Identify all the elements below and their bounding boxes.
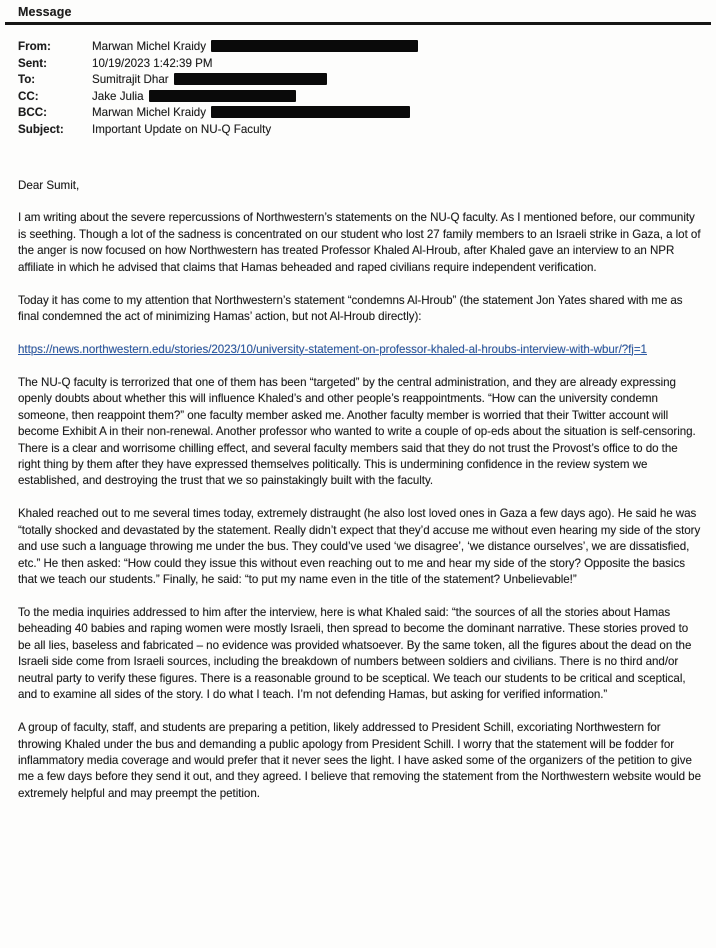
message-tab-label: Message <box>18 5 72 19</box>
to-name-text: Sumitrajit Dhar <box>92 73 169 87</box>
bcc-value <box>92 105 410 122</box>
email-header-block <box>18 39 702 139</box>
cc-label: CC: <box>18 89 39 103</box>
to-label: To: <box>18 73 36 87</box>
sent-label: Sent: <box>18 56 47 70</box>
redaction-bar <box>149 90 296 102</box>
sent-value: 10/19/2023 1:42:39 PM <box>92 56 213 70</box>
header-row-cc <box>18 89 702 106</box>
salutation: Dear Sumit, <box>18 178 80 192</box>
paragraph-link <box>18 342 702 358</box>
email-body <box>18 210 702 802</box>
bcc-name-text: Marwan Michel Kraidy <box>92 106 207 120</box>
bcc-label: BCC: <box>18 106 47 120</box>
title-divider <box>5 22 711 25</box>
header-row-sent <box>18 56 702 73</box>
to-value <box>92 72 327 89</box>
paragraph-media-inquiries: To the media inquiries addressed to him after the interview, here is what Khaled said: “the sources of all the stories about Hamas beheading 40 babies and raping women were mostly Israeli, then spread to become the dominant narrative. These stories proved to be all lies, baseless and fabricated – no evidence was provided whatsoever. By the same token, all the figures about the dead on the Israeli side come from Israeli sources, including the breakdown of numbers between soldiers and civilians. There is no third and/or neutral party to verify these figures. There is a reasonable ground to be sceptical. We teach our students to be critical and sceptical, and to examine all sides of the story. I do what I teach. I’m not defending Hamas, but asking for verified information.” <box>18 605 692 702</box>
redaction-bar <box>174 73 327 85</box>
paragraph-petition: A group of faculty, staff, and students are preparing a petition, likely addressed to President Schill, excoriating Northwestern for throwing Khaled under the bus and demanding a public apology from President Schill. I worry that the statement will be fodder for inflammatory media coverage and would prefer that it never sees the light. I have asked some of the organizers of the petition to give me a few days before they send it out, and they agreed. I believe that removing the statement from the Northwestern website would be extremely helpful and may preempt the petition. <box>18 721 701 800</box>
paragraph-repercussions: I am writing about the severe repercussions of Northwestern’s statements on the NU-Q faculty. As I mentioned before, our community is seething. Though a lot of the sadness is concentrated on our student who lost 27 family members to an Israeli strike in Gaza, a lot of the anger is now focused on how Northwestern has treated Professor Khaled Al-Hroub, after Khaled gave an interview to an NPR affiliate in which he advised that claims that Hamas beheaded and raped civilians require independent verification. <box>18 211 701 274</box>
subject-label: Subject: <box>18 122 64 136</box>
redaction-bar <box>211 40 418 52</box>
header-row-to <box>18 72 702 89</box>
cc-name-text: Jake Julia <box>92 89 144 103</box>
subject-value: Important Update on NU-Q Faculty <box>92 122 272 136</box>
paragraph-faculty-terrorized: The NU-Q faculty is terrorized that one of them has been “targeted” by the central administration, and they are already expressing openly doubts about whether this will influence Khaled’s and other people’s reappointments. “How can the university condemn someone, then reappoint them?” one faculty member asked me. Another faculty member is worried that their Twitter account will become Exhibit A in their non-renewal. Another professor who wanted to write a couple of op-eds about the situation is self-censoring. There is a clear and worrisome chilling effect, and several faculty members said that they do not trust the Provost’s office to do the right thing by them after they have expressed themselves politically. This is undermining confidence in the review system we established, and destroying the trust that we so painstakingly built with the faculty. <box>18 375 696 488</box>
from-value <box>92 39 418 56</box>
redaction-bar <box>211 106 410 118</box>
header-row-subject <box>18 122 702 139</box>
paragraph-khaled-reaction: Khaled reached out to me several times today, extremely distraught (he also lost loved ones in Gaza a few days ago). He said he was “totally shocked and devastated by the statement. Really didn’t expect that they’d accuse me without even hearing my side of the story and use such a language throwing me under the bus. They could’ve used ‘we disagree’, ‘we distance ourselves’, we are dissatisfied, etc.” He then asked: “How could they issue this without even reaching out to me and hear my side of the story? Opposite the basics that we teach our students.” Finally, he said: “to put my name even in the title of the statement? Unbelievable!” <box>18 507 701 587</box>
from-name-text: Marwan Michel Kraidy <box>92 40 207 53</box>
header-row-bcc <box>18 105 702 122</box>
cc-value <box>92 89 296 106</box>
paragraph-statement-condemns: Today it has come to my attention that Northwestern’s statement “condemns Al-Hroub” (the statement Jon Yates shared with me as final condemned the act of minimizing Hamas’ action, but not Al-Hroub directly): <box>18 293 683 324</box>
from-label: From: <box>18 40 51 53</box>
northwestern-article-link[interactable]: https://news.northwestern.edu/stories/2023/10/university-statement-on-professor-khaled-al-hroubs-interview-with-wbur/?fj=1 <box>18 342 647 356</box>
header-row-from <box>18 39 702 56</box>
